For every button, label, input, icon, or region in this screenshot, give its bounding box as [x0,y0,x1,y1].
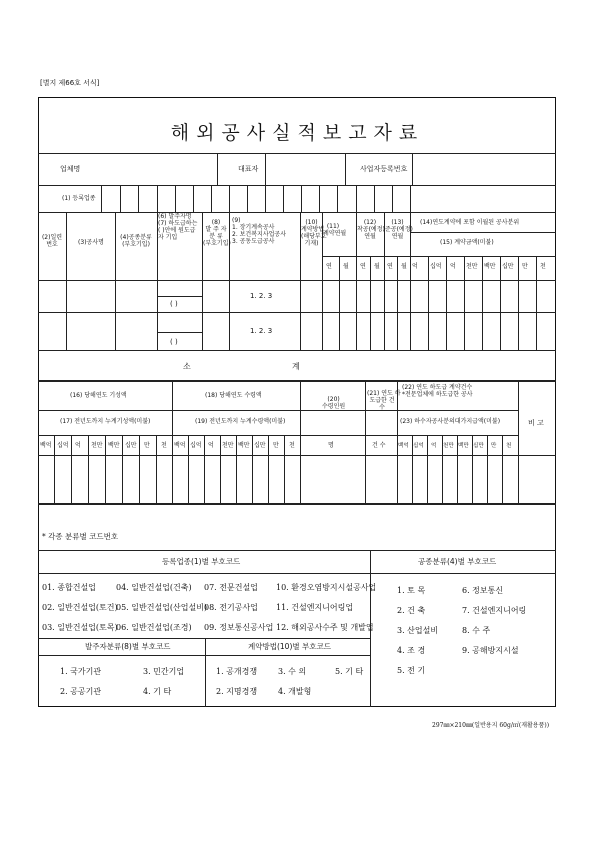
work-code-7: 7. 건설엔지니어링 [462,606,527,615]
unit-3: 억 [450,263,456,270]
col-subcontract-contracts: (22) 연도 하도급 계약건수 *전문업체에 하도급한 공사 [402,384,473,398]
form-title: 해외공사실적보고자료 [170,122,425,144]
reg-code-06: 06. 일반건설업(조경) [116,623,192,632]
col-project-name: (3)공사명 [78,239,104,246]
work-code-9: 9. 공해방지시설 [462,646,519,655]
ym-y1: 연 [326,263,332,270]
contract-code-5: 5. 기 타 [335,667,364,676]
m-unit-6: 십만 [254,442,266,449]
r-unit-3: 억 [431,443,437,449]
work-codes-title: 공종분류(4)별 부호코드 [418,557,497,566]
col-contract-method: (10) 계약방법 (해당부호 기재) [301,219,327,247]
l-unit-6: 십만 [125,442,137,449]
reg-code-02: 02. 일반건설업(토건) [42,603,118,612]
ym-m1: 월 [343,263,349,270]
l-unit-1: 백억 [40,442,52,449]
r-unit-6: 십만 [473,443,484,449]
work-code-3: 3. 산업설비 [397,626,439,635]
reg-code-04: 04. 일반건설업(건축) [116,583,192,592]
col-contract-amount: (15) 계약금액(미불) [440,239,494,246]
col-subcontract-count: (21) 연도 하 도급한 건 수 [367,390,401,411]
col-serial-no: (2)일련 번호 [41,234,63,248]
col-received-cum: (19) 전년도까지 누계수령액(미불) [195,418,286,425]
m-unit-2: 십억 [190,442,202,449]
r-unit-7: 만 [491,443,497,449]
unit-6: 십만 [502,263,514,270]
reg-code-08: 08. 전기공사업 [204,603,258,612]
work-code-8: 8. 수 주 [462,626,491,635]
col-work-class: (4)공종분류 (부호기입) [120,234,152,248]
col-end-date: (13) 준공(예정) 연월 [385,219,413,240]
col-start-date: (12) 착공(예정) 연월 [357,219,385,240]
col-staff: (20) 수령인원 [322,396,346,410]
col-project-type: (9) 1. 장기계속공사 2. 보건복지사업공사 3. 공동도급공사 [232,217,287,245]
work-code-5: 5. 전 기 [397,666,426,675]
contract-codes-title: 계약방법(10)별 부호코드 [248,642,331,651]
work-code-6: 6. 정보통신 [462,586,504,595]
unit-2: 십억 [430,263,442,270]
row2-codes: 1. 2. 3 [250,327,273,335]
form-label: [별지 제66호 서식] [40,79,100,87]
paper-size-note: 297㎜×210㎜(일반용지 60g/㎡(재활용품)) [432,722,550,729]
contract-code-1: 1. 공개경쟁 [216,667,258,676]
col-remark: 비 고 [528,419,544,427]
company-name-label: 업체명 [60,165,81,173]
col-orderer: (6) 발주자명 (7) 하도급하는 ( )안에 원도급 자 기입 [158,213,198,241]
unit-1: 억 [412,263,418,270]
contract-code-3: 3. 수 의 [278,667,307,676]
col-received-year: (18) 당해연도 수령액 [205,392,262,399]
ym-y3: 연 [387,263,393,270]
reg-business-label: (1) 등록업종 [62,195,96,202]
business-no-label: 사업자등록번호 [360,165,408,173]
unit-5: 백만 [484,263,496,270]
col-progress-year: (16) 당해연도 기성액 [70,392,127,399]
work-code-1: 1. 토 목 [397,586,426,595]
r-unit-1: 백억 [398,443,409,449]
m-unit-4: 천만 [222,442,234,449]
contract-code-2: 2. 지명경쟁 [216,687,258,696]
r-unit-5: 백만 [458,443,469,449]
subtotal-gye: 계 [292,362,300,371]
m-unit-5: 백만 [238,442,250,449]
m-unit-1: 백억 [174,442,186,449]
ym-m2: 월 [374,263,380,270]
m-unit-8: 천 [289,442,295,449]
col-subcontract-payment: (23) 하수자공사분의대가지급액(미불) [400,418,501,425]
col-progress-cum: (17) 전년도까지 누계기성액(미불) [60,418,151,425]
orderer-code-4: 4. 기 타 [143,687,172,696]
representative-label: 대표자 [238,165,259,173]
l-unit-5: 백만 [108,442,120,449]
contract-code-4: 4. 개발형 [278,687,312,696]
work-code-4: 4. 조 경 [397,646,426,655]
l-unit-7: 만 [144,442,150,449]
r-unit-2: 십억 [413,443,424,449]
reg-codes-title: 등록업종(1)별 부호코드 [162,557,241,566]
r-unit-4: 천만 [443,443,454,449]
l-unit-3: 억 [75,442,81,449]
reg-code-03: 03. 일반건설업(토목) [42,623,118,632]
l-unit-4: 천만 [91,442,103,449]
staff-unit: 명 [328,442,334,449]
l-unit-8: 천 [161,442,167,449]
row1-paren: ( ) [170,300,178,308]
work-code-2: 2. 건 축 [397,606,426,615]
orderer-code-1: 1. 국가기관 [60,667,102,676]
row1-codes: 1. 2. 3 [250,292,273,300]
row2-paren: ( ) [170,338,178,346]
reg-code-09: 09. 정보통신공사업 [204,623,274,632]
orderer-code-2: 2. 공공기관 [60,687,102,696]
reg-code-07: 07. 전문건설업 [204,583,258,592]
reg-code-01: 01. 종합건설업 [42,583,96,592]
col-orderer-class: (8) 발 주 자 분 류 (부호기입) [203,219,231,247]
col-contract-date: (11) 계약연월 [323,223,347,237]
reg-code-10: 10. 환경오염방지시설공사업 [276,583,377,592]
m-unit-3: 억 [208,442,214,449]
col-carryover: (14)연도계약에 포함 이월된 공사분위 [420,219,520,226]
unit-4: 천만 [466,263,478,270]
reg-code-12: 12. 해외공사수주 및 개발업 [276,623,374,632]
l-unit-2: 십억 [57,442,69,449]
reg-code-11: 11. 건설엔지니어링업 [276,603,354,612]
subtotal-so: 소 [183,362,191,371]
m-unit-7: 만 [273,442,279,449]
orderer-codes-title: 발주자분류(8)별 부호코드 [85,642,171,651]
codes-note: * 각종 분류별 코드번호 [42,532,119,541]
ym-m3: 월 [401,263,407,270]
unit-7: 만 [522,263,528,270]
ym-y2: 연 [360,263,366,270]
orderer-code-3: 3. 민간기업 [143,667,185,676]
reg-code-05: 05. 일반건설업(산업설비) [116,603,208,612]
r-unit-8: 천 [506,443,512,449]
count-unit: 건 수 [372,442,386,449]
unit-8: 천 [540,263,546,270]
